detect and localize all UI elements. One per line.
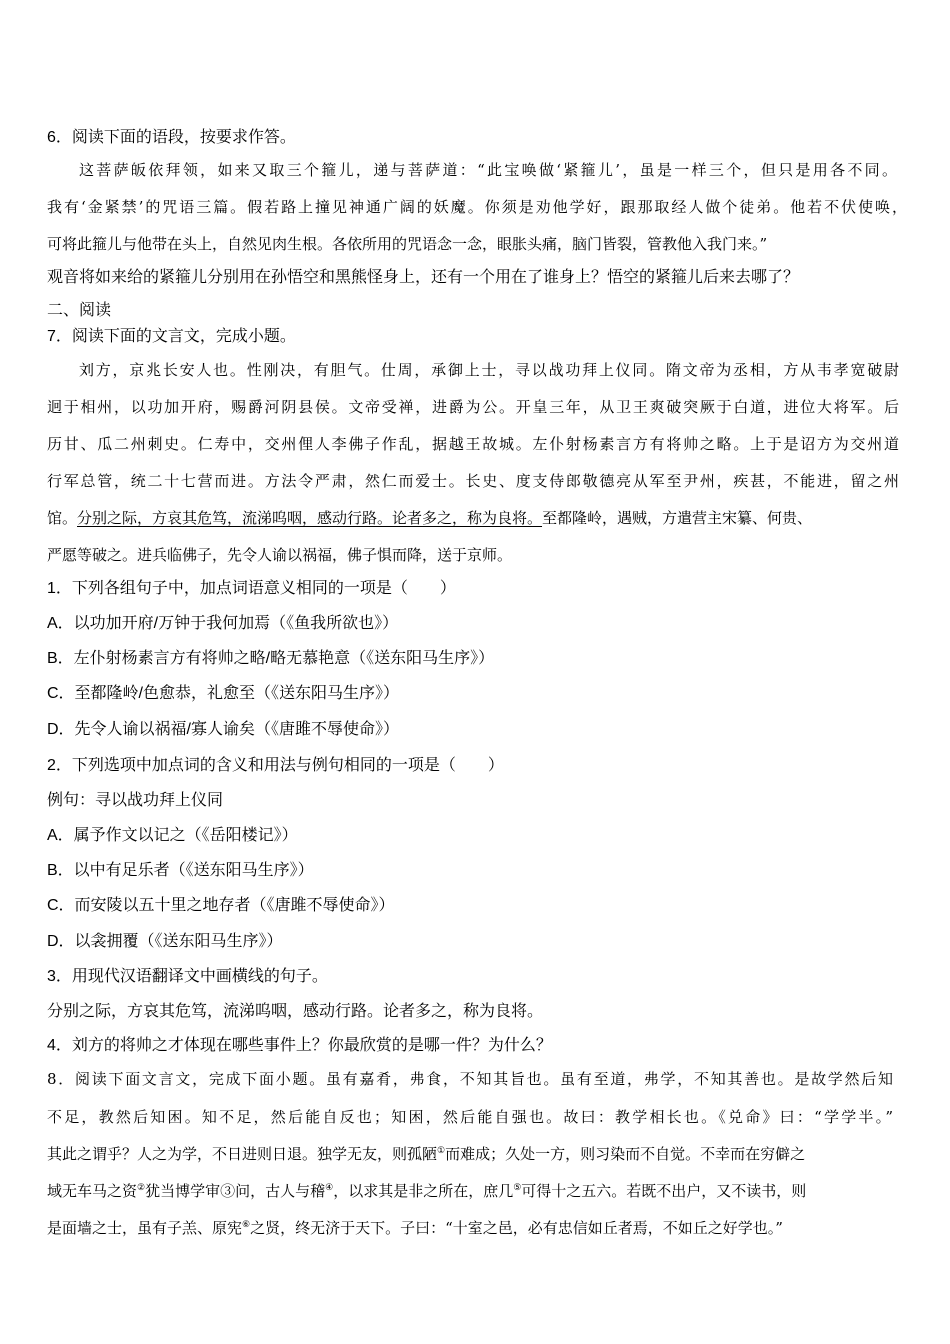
passage-text: 犹当博学审③问，古人与稽 — [145, 1182, 326, 1200]
section-heading: 二、阅读 — [47, 302, 112, 319]
q8-line-5 — [47, 1221, 783, 1236]
passage-text: ，以求其是非之所在，庶几 — [333, 1182, 514, 1200]
q8-line-1: 8．阅读下面文言文，完成下面小题。虽有嘉肴，弗食，不知其旨也。虽有至道，弗学，不知其善也。是故学然后知 — [47, 1070, 893, 1088]
sub3-stem: 3．用现代汉语翻译文中画横线的句子。 — [47, 968, 328, 985]
q8-line-4 — [47, 1184, 806, 1199]
sub3-sentence: 分别之际，方哀其危笃，流涕呜咽，感动行路。论者多之，称为良将。 — [47, 1003, 544, 1020]
passage-text: 其此之谓乎？人之为学，不日进则日退。独学无友，则孤陋 — [47, 1145, 438, 1163]
sub2-option-a: A．属予作文以记之（《岳阳楼记》） — [47, 827, 298, 844]
q6-question: 观音将如来给的紧箍儿分别用在孙悟空和黑熊怪身上，还有一个用在了谁身上？悟空的紧箍儿后来去哪了？ — [47, 269, 800, 286]
sub2-option-b: B．以中有足乐者（《送东阳马生序》） — [47, 862, 314, 879]
q7-title: 7．阅读下面的文言文，完成小题。 — [47, 328, 296, 345]
footnote-marker: ⑤ — [513, 1183, 522, 1193]
passage-text: 可得十之五六。若既不出户，又不读书，则 — [521, 1182, 807, 1200]
sub1-option-d: D．先令人谕以祸福/寡人谕矣（《唐雎不辱使命》） — [47, 721, 400, 738]
q7-passage-line-6: 严愿等破之。进兵临佛子，先令人谕以祸福，佛子惧而降，送于京师。 — [47, 546, 513, 564]
sub1-stem: 1．下列各组句子中，加点词语意义相同的一项是（ ） — [47, 580, 456, 597]
footnote-marker: ⑥ — [242, 1220, 251, 1230]
q6-title: 6．阅读下面的语段，按要求作答。 — [47, 129, 296, 146]
footnote-marker: ④ — [325, 1183, 334, 1193]
underlined-sentence: 分别之际，方哀其危笃，流涕呜咽，感动行路。论者多之，称为良将。 — [77, 509, 543, 527]
sub2-stem: 2．下列选项中加点词的含义和用法与例句相同的一项是（ ） — [47, 757, 504, 774]
passage-text: 至都隆岭，遇贼，方遣营主宋纂、何贵、 — [542, 509, 813, 527]
sub1-option-c: C．至都隆岭/色愈恭，礼愈至（《送东阳马生序》） — [47, 685, 400, 702]
sub1-option-a: A．以功加开府/万钟于我何加焉（《鱼我所欲也》） — [47, 615, 399, 632]
q7-passage-line-5 — [47, 511, 812, 526]
sub2-option-c: C．而安陵以五十里之地存者（《唐雎不辱使命》） — [47, 897, 395, 914]
q6-passage-line-2: 我有‘金紧禁’的咒语三篇。假若路上撞见神通广阔的妖魔。你须是劝他学好，跟那取经人做个徒弟。他若不伏使唤， — [47, 198, 907, 216]
passage-text: 是面墙之士，虽有子羔、原宪 — [47, 1219, 243, 1237]
sub4-stem: 4．刘方的将帅之才体现在哪些事件上？你最欣赏的是哪一件？为什么？ — [47, 1037, 552, 1054]
footnote-marker: ① — [437, 1146, 446, 1156]
footnote-marker: ② — [137, 1183, 146, 1193]
q7-passage-line-1: 刘方，京兆长安人也。性刚决，有胆气。仕周，承御上士，寻以战功拜上仪同。隋文帝为丞相，方从韦孝宽破尉 — [79, 361, 899, 379]
passage-text: 之贤，终无济于天下。子曰：“十室之邑，必有忠信如丘者焉，不如丘之好学也。” — [250, 1219, 783, 1237]
q7-passage-line-4: 行军总管，统二十七营而进。方法令严肃，然仁而爱士。长史、度支侍郎敬德亮从军至尹州，疾甚，不能进，留之州 — [47, 472, 899, 490]
q6-passage-line-3: 可将此箍儿与他带在头上，自然见肉生根。各依所用的咒语念一念，眼胀头痛，脑门皆裂，管教他入我门来。” — [47, 235, 768, 253]
q8-line-2: 不足，教然后知困。知不足，然后能自反也；知困，然后能自强也。故曰：教学相长也。《兑命》曰：“学学半。” — [47, 1108, 893, 1126]
sub1-option-b: B．左仆射杨素言方有将帅之略/略无慕艳意（《送东阳马生序》） — [47, 650, 495, 667]
q8-line-3 — [47, 1147, 805, 1162]
passage-text: 域无车马之资 — [47, 1182, 138, 1200]
q7-passage-line-3: 历甘、瓜二州刺史。仁寿中，交州俚人李佛子作乱，据越王故城。左仆射杨素言方有将帅之略。上于是诏方为交州道 — [47, 435, 899, 453]
q7-passage-line-2: 迥于相州，以功加开府，赐爵河阴县侯。文帝受禅，进爵为公。开皇三年，从卫王爽破突厥于白道，进位大将军。后 — [47, 398, 899, 416]
q6-passage-line-1: 这菩萨皈依拜领，如来又取三个箍儿，递与菩萨道：“此宝唤做‘紧箍儿’，虽是一样三个，但只是用各不同。 — [79, 161, 897, 179]
passage-text: 馆。 — [47, 509, 78, 527]
passage-text: 而难成；久处一方，则习染而不自觉。不幸而在穷僻之 — [445, 1145, 806, 1163]
sub2-option-d: D．以衾拥覆（《送东阳马生序》） — [47, 933, 283, 950]
sub2-example: 例句：寻以战功拜上仪同 — [47, 792, 224, 809]
